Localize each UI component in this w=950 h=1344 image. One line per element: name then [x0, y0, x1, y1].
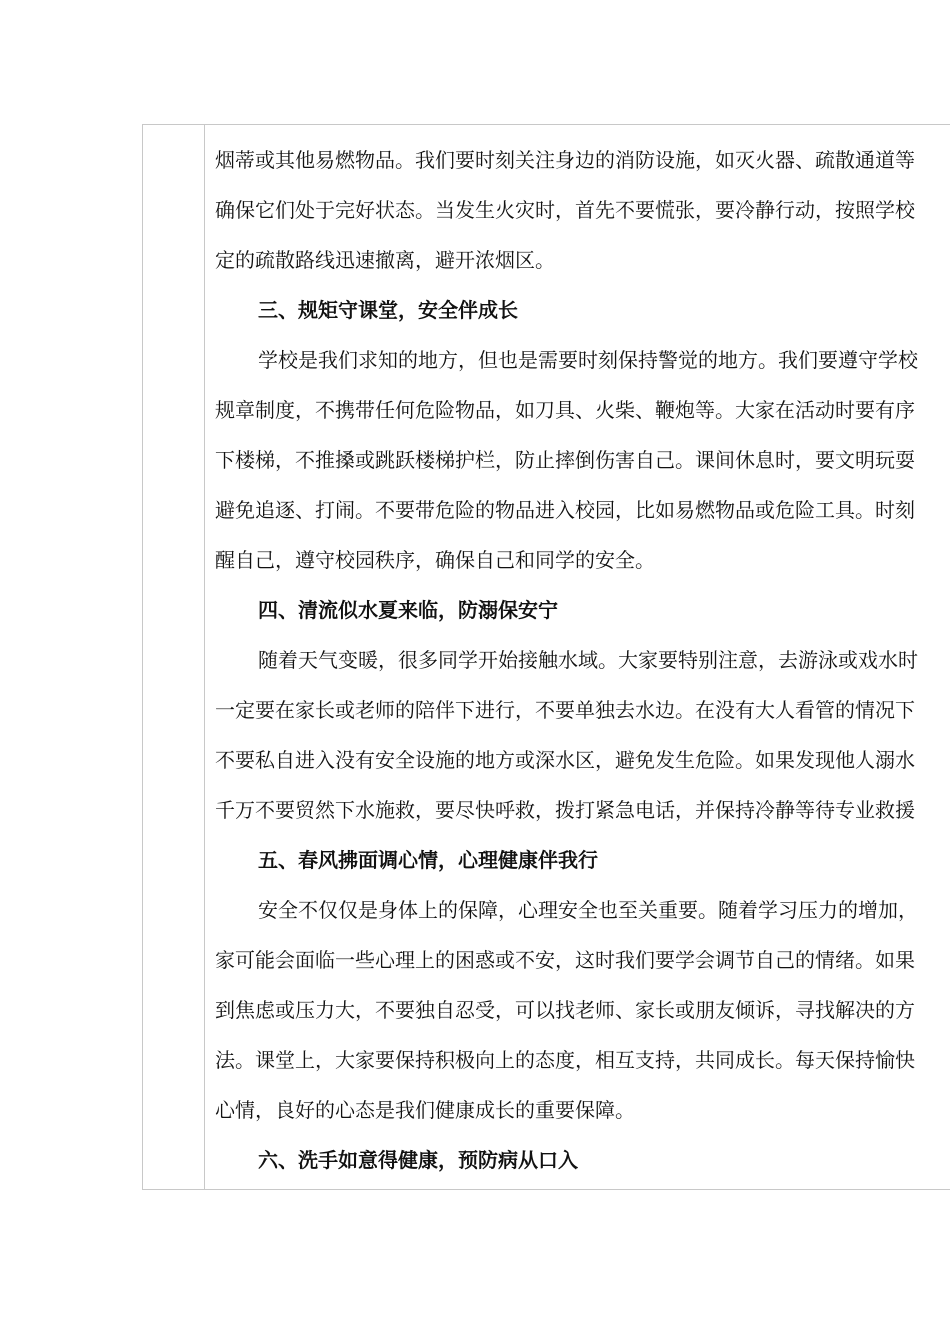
paragraph-line: 家可能会面临一些心理上的困惑或不安，这时我们要学会调节自己的情绪。如果 [215, 948, 915, 972]
paragraph-line: 心情，良好的心态是我们健康成长的重要保障。 [215, 1098, 635, 1122]
content-cell [205, 125, 950, 1189]
paragraph-line: 避免追逐、打闹。不要带危险的物品进入校园，比如易燃物品或危险工具。时刻 [215, 498, 915, 522]
paragraph-line: 醒自己，遵守校园秩序，确保自己和同学的安全。 [215, 548, 655, 572]
paragraph-line: 千万不要贸然下水施救，要尽快呼救，拨打紧急电话，并保持冷静等待专业救援 [215, 798, 915, 822]
section-heading: 五、春风拂面调心情，心理健康伴我行 [258, 848, 598, 872]
paragraph-line: 学校是我们求知的地方，但也是需要时刻保持警觉的地方。我们要遵守学校 [258, 348, 918, 372]
paragraph-line: 一定要在家长或老师的陪伴下进行，不要单独去水边。在没有大人看管的情况下 [215, 698, 915, 722]
section-heading: 三、规矩守课堂，安全伴成长 [258, 298, 518, 322]
paragraph-line: 随着天气变暖，很多同学开始接触水域。大家要特别注意，去游泳或戏水时 [258, 648, 918, 672]
paragraph-line: 确保它们处于完好状态。当发生火灾时，首先不要慌张，要冷静行动，按照学校 [215, 198, 915, 222]
left-empty-cell [143, 125, 205, 1189]
section-heading: 四、清流似水夏来临，防溺保安宁 [258, 598, 558, 622]
paragraph-line: 法。课堂上，大家要保持积极向上的态度，相互支持，共同成长。每天保持愉快 [215, 1048, 915, 1072]
document-table [142, 124, 950, 1190]
paragraph-line: 烟蒂或其他易燃物品。我们要时刻关注身边的消防设施，如灭火器、疏散通道等 [215, 148, 915, 172]
paragraph-line: 安全不仅仅是身体上的保障，心理安全也至关重要。随着学习压力的增加， [258, 898, 918, 922]
section-heading: 六、洗手如意得健康，预防病从口入 [258, 1148, 578, 1172]
paragraph-line: 到焦虑或压力大，不要独自忍受，可以找老师、家长或朋友倾诉，寻找解决的方 [215, 998, 915, 1022]
paragraph-line: 定的疏散路线迅速撤离，避开浓烟区。 [215, 248, 555, 272]
paragraph-line: 不要私自进入没有安全设施的地方或深水区，避免发生危险。如果发现他人溺水 [215, 748, 915, 772]
paragraph-line: 下楼梯，不推搡或跳跃楼梯护栏，防止摔倒伤害自己。课间休息时，要文明玩耍 [215, 448, 915, 472]
paragraph-line: 规章制度，不携带任何危险物品，如刀具、火柴、鞭炮等。大家在活动时要有序 [215, 398, 915, 422]
